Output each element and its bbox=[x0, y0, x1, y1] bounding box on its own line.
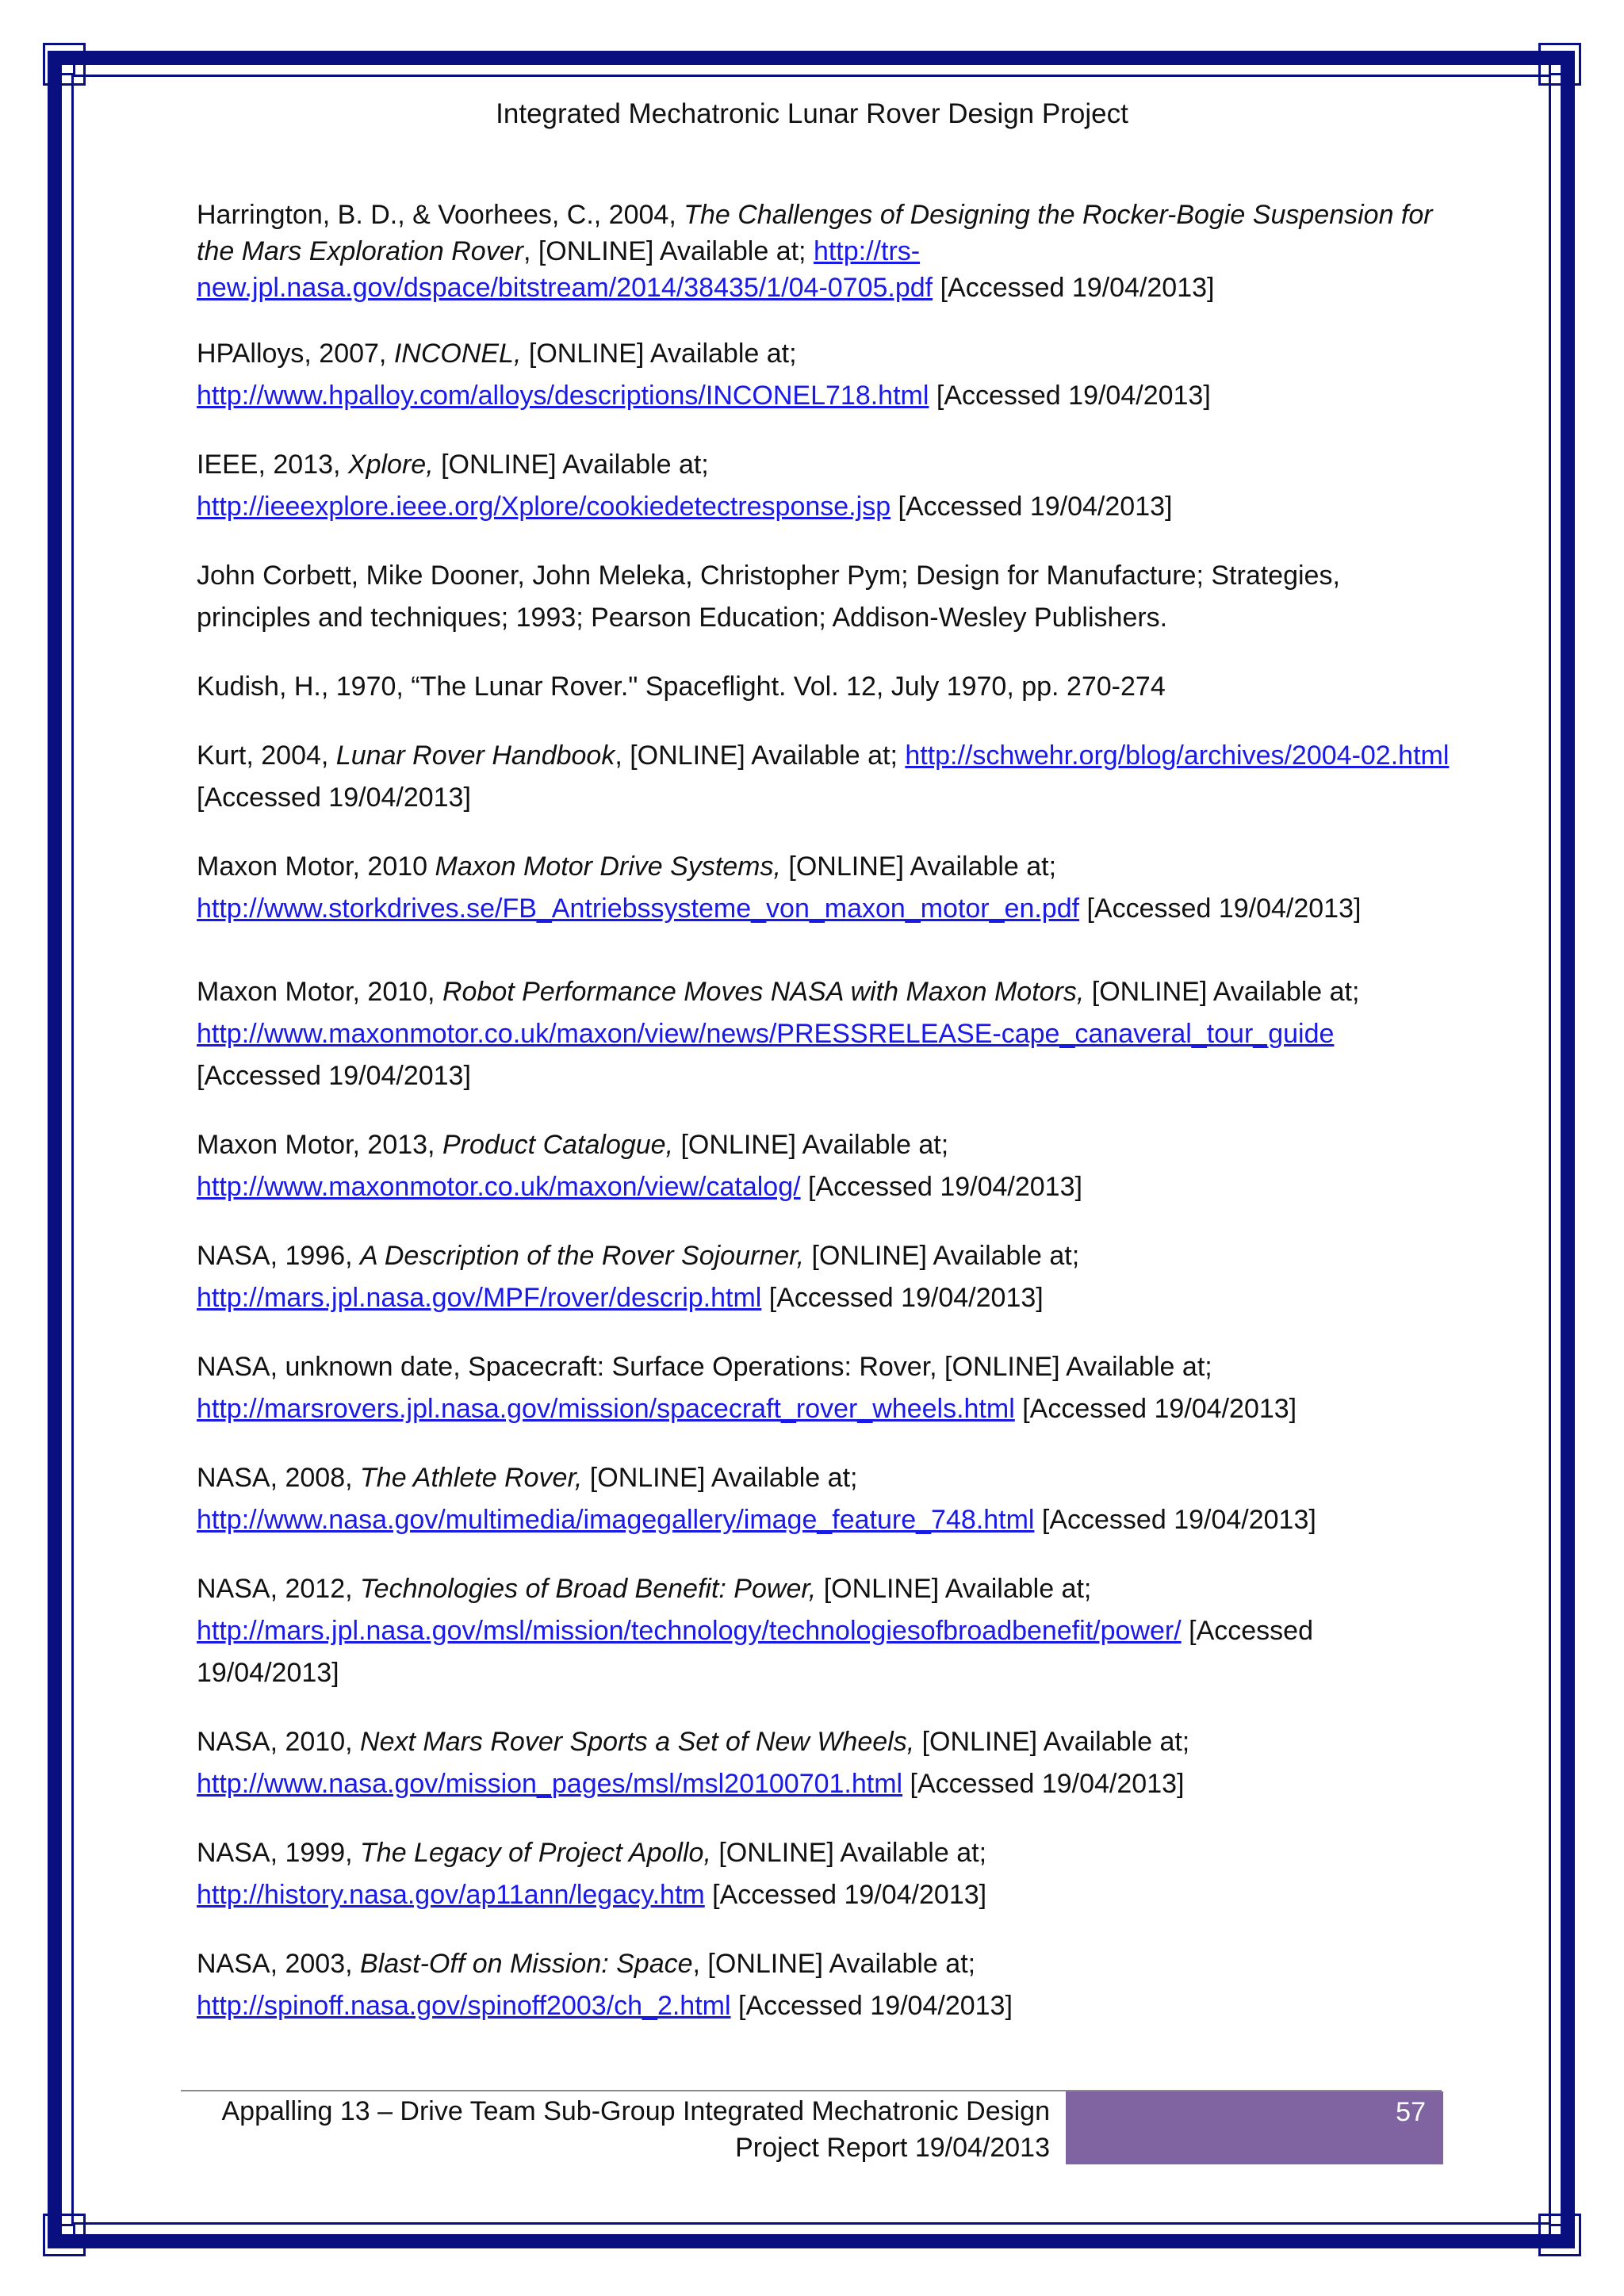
reference-accessed: [Accessed 19/04/2013] bbox=[761, 1283, 1044, 1313]
reference-text: Kurt, 2004, bbox=[197, 740, 336, 771]
reference-title: The Legacy of Project Apollo, bbox=[360, 1838, 711, 1868]
reference-item bbox=[197, 846, 1450, 930]
reference-title: Lunar Rover Handbook bbox=[335, 740, 615, 771]
reference-link[interactable]: http://www.nasa.gov/multimedia/imagegallery/image_feature_748.html bbox=[197, 1505, 1035, 1535]
reference-link[interactable]: http://mars.jpl.nasa.gov/msl/mission/technology/technologiesofbroadbenefit/power/ bbox=[197, 1616, 1182, 1646]
reference-item bbox=[197, 1457, 1450, 1541]
border-corner-ornament bbox=[43, 43, 86, 86]
reference-text: , [ONLINE] Available at; bbox=[615, 740, 906, 771]
reference-item bbox=[197, 1568, 1450, 1694]
reference-title: The Challenges of Designing the Rocker-Bogie Suspension for the Mars Exploration Rover bbox=[197, 200, 1433, 266]
reference-item bbox=[197, 971, 1450, 1097]
reference-title: Product Catalogue, bbox=[442, 1130, 674, 1160]
reference-accessed: [Accessed 19/04/2013] bbox=[1034, 1505, 1316, 1535]
reference-accessed: [Accessed 19/04/2013] bbox=[197, 1061, 471, 1091]
reference-accessed: [Accessed 19/04/2013] bbox=[891, 492, 1173, 522]
reference-link[interactable]: http://ieeexplore.ieee.org/Xplore/cookiedetectresponse.jsp bbox=[197, 492, 891, 522]
reference-item bbox=[197, 444, 1450, 528]
reference-accessed: [Accessed 19/04/2013] bbox=[1014, 1394, 1297, 1424]
reference-text: Maxon Motor, 2013, bbox=[197, 1130, 442, 1160]
reference-item bbox=[197, 555, 1450, 639]
reference-text: NASA, 2012, bbox=[197, 1574, 361, 1604]
reference-text: [ONLINE] Available at; bbox=[1084, 977, 1360, 1007]
page-footer bbox=[181, 2093, 1050, 2166]
reference-item bbox=[197, 1943, 1450, 2027]
reference-title: The Athlete Rover, bbox=[360, 1463, 583, 1493]
reference-text: Maxon Motor, 2010 bbox=[197, 851, 435, 882]
page-header: Integrated Mechatronic Lunar Rover Design Project bbox=[496, 98, 1128, 129]
reference-text: NASA, 2008, bbox=[197, 1463, 361, 1493]
reference-text: [ONLINE] Available at; bbox=[673, 1130, 949, 1160]
reference-accessed: [Accessed 19/04/2013] bbox=[730, 1991, 1013, 2021]
reference-accessed: [Accessed 19/04/2013] bbox=[800, 1172, 1082, 1202]
reference-text: Kudish, H., 1970, “The Lunar Rover." Spaceflight. Vol. 12, July 1970, pp. 270-274 bbox=[197, 672, 1166, 702]
reference-item bbox=[197, 1346, 1450, 1430]
reference-text: Harrington, B. D., & Voorhees, C., 2004, bbox=[197, 200, 684, 230]
reference-text: [ONLINE] Available at; bbox=[914, 1727, 1190, 1757]
reference-item bbox=[197, 197, 1450, 306]
reference-text: NASA, 2003, bbox=[197, 1949, 361, 1979]
reference-text: , [ONLINE] Available at; bbox=[523, 236, 814, 266]
reference-link[interactable]: http://trs-new.jpl.nasa.gov/dspace/bitstream/2014/38435/1/04-0705.pdf bbox=[197, 236, 933, 303]
reference-link[interactable]: http://schwehr.org/blog/archives/2004-02.html bbox=[905, 740, 1450, 771]
reference-text: NASA, 1999, bbox=[197, 1838, 361, 1868]
reference-item bbox=[197, 333, 1450, 417]
reference-title: Xplore, bbox=[347, 450, 434, 480]
reference-accessed: [Accessed 19/04/2013] bbox=[197, 783, 471, 813]
reference-title: Blast-Off on Mission: Space bbox=[360, 1949, 693, 1979]
reference-text: [ONLINE] Available at; bbox=[804, 1241, 1080, 1271]
reference-title: Maxon Motor Drive Systems, bbox=[435, 851, 781, 882]
reference-link[interactable]: http://www.nasa.gov/mission_pages/msl/msl20100701.html bbox=[197, 1769, 903, 1799]
reference-text: [ONLINE] Available at; bbox=[521, 339, 797, 369]
reference-accessed: [Accessed 19/04/2013] bbox=[929, 381, 1211, 411]
reference-title: Technologies of Broad Benefit: Power, bbox=[360, 1574, 817, 1604]
reference-link[interactable]: http://history.nasa.gov/ap11ann/legacy.htm bbox=[197, 1880, 705, 1910]
reference-text: [ONLINE] Available at; bbox=[582, 1463, 858, 1493]
reference-link[interactable]: http://marsrovers.jpl.nasa.gov/mission/spacecraft_rover_wheels.html bbox=[197, 1394, 1015, 1424]
footer-line-2: Project Report 19/04/2013 bbox=[735, 2133, 1050, 2163]
reference-title: A Description of the Rover Sojourner, bbox=[360, 1241, 805, 1271]
reference-item bbox=[197, 1235, 1450, 1319]
reference-text: John Corbett, Mike Dooner, John Meleka, Christopher Pym; Design for Manufacture; Strategies, principles and techniques; 1993; Pearson Education; Addison-Wesley Publishers. bbox=[197, 561, 1340, 633]
reference-link[interactable]: http://spinoff.nasa.gov/spinoff2003/ch_2.html bbox=[197, 1991, 731, 2021]
reference-list bbox=[197, 197, 1450, 2054]
reference-accessed: [Accessed 19/04/2013] bbox=[1079, 894, 1362, 924]
reference-text: [ONLINE] Available at; bbox=[710, 1838, 987, 1868]
border-corner-ornament bbox=[1538, 43, 1581, 86]
reference-text: [ONLINE] Available at; bbox=[433, 450, 709, 480]
reference-item bbox=[197, 735, 1450, 819]
reference-text: NASA, unknown date, Spacecraft: Surface Operations: Rover, [ONLINE] Available at; bbox=[197, 1352, 1212, 1382]
reference-accessed: [Accessed 19/04/2013] bbox=[902, 1769, 1185, 1799]
reference-text: [ONLINE] Available at; bbox=[780, 851, 1057, 882]
border-corner-ornament bbox=[43, 2214, 86, 2256]
reference-item bbox=[197, 666, 1450, 708]
reference-item bbox=[197, 1721, 1450, 1805]
reference-link[interactable]: http://www.maxonmotor.co.uk/maxon/view/catalog/ bbox=[197, 1172, 801, 1202]
page-number-box bbox=[1066, 2091, 1443, 2164]
reference-text: NASA, 1996, bbox=[197, 1241, 361, 1271]
reference-link[interactable]: http://www.storkdrives.se/FB_Antriebssysteme_von_maxon_motor_en.pdf bbox=[197, 894, 1080, 924]
reference-link[interactable]: http://www.maxonmotor.co.uk/maxon/view/news/PRESSRELEASE-cape_canaveral_tour_guide bbox=[197, 1019, 1335, 1049]
reference-title: INCONEL, bbox=[393, 339, 522, 369]
reference-title: Next Mars Rover Sports a Set of New Wheels, bbox=[360, 1727, 915, 1757]
reference-link[interactable]: http://mars.jpl.nasa.gov/MPF/rover/descrip.html bbox=[197, 1283, 762, 1313]
reference-text: Maxon Motor, 2010, bbox=[197, 977, 442, 1007]
page-number: 57 bbox=[1396, 2097, 1426, 2127]
reference-item bbox=[197, 1124, 1450, 1208]
reference-accessed: [Accessed 19/04/2013] bbox=[197, 1616, 1313, 1688]
reference-accessed: [Accessed 19/04/2013] bbox=[933, 273, 1215, 303]
reference-text: , [ONLINE] Available at; bbox=[692, 1949, 976, 1979]
border-corner-ornament bbox=[1538, 2214, 1581, 2256]
reference-text: [ONLINE] Available at; bbox=[816, 1574, 1092, 1604]
reference-text: IEEE, 2013, bbox=[197, 450, 348, 480]
reference-text: NASA, 2010, bbox=[197, 1727, 361, 1757]
reference-link[interactable]: http://www.hpalloy.com/alloys/descriptions/INCONEL718.html bbox=[197, 381, 929, 411]
reference-title: Robot Performance Moves NASA with Maxon Motors, bbox=[442, 977, 1085, 1007]
footer-line-1: Appalling 13 – Drive Team Sub-Group Integrated Mechatronic Design bbox=[221, 2096, 1050, 2126]
reference-item bbox=[197, 1832, 1450, 1916]
reference-accessed: [Accessed 19/04/2013] bbox=[704, 1880, 987, 1910]
reference-text: HPAlloys, 2007, bbox=[197, 339, 394, 369]
